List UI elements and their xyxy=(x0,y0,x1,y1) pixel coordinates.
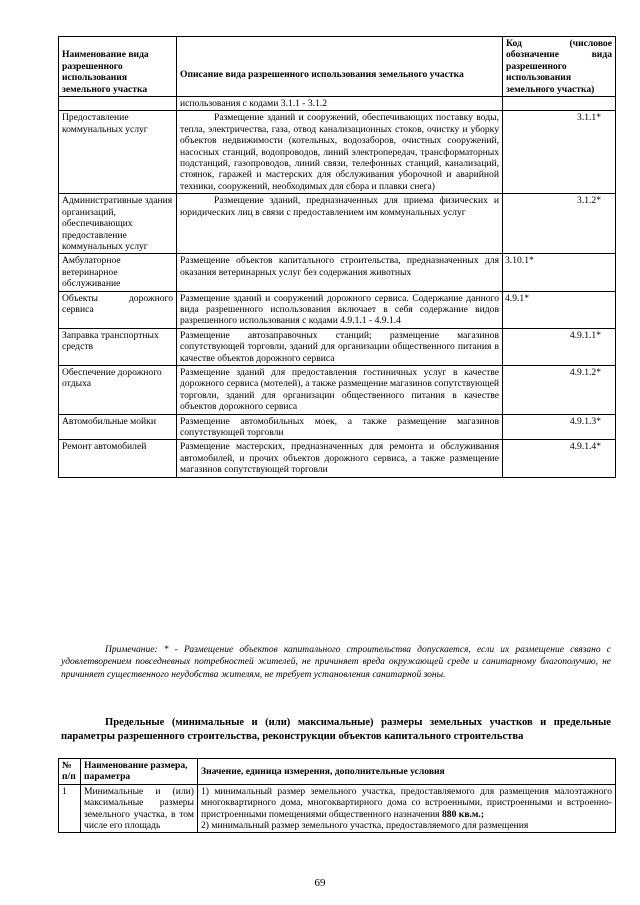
row-code: 4.9.1.3* xyxy=(503,414,616,440)
row-code: 4.9.1.4* xyxy=(503,440,616,477)
table-row xyxy=(59,414,616,440)
table-row xyxy=(59,254,616,291)
row-name: Административные здания организаций, обеспечивающих предоставление коммунальных услуг xyxy=(59,194,177,254)
row-name: Заправка транспортных средств xyxy=(59,328,177,365)
limits-table xyxy=(58,758,616,833)
row-description: Размещение зданий и сооружений дорожного сервиса. Содержание данного вида разрешенного использования включает в себя содержание видов разрешенного использования с кодами 4.9.1.1 - 4.9.1.4 xyxy=(177,291,503,328)
row-name: Автомобильные мойки xyxy=(59,414,177,440)
row-description: Размещение автозаправочных станций; размещение магазинов сопутствующей торговли, зданий для организации общественного питания в качестве объектов дорожного сервиса xyxy=(177,328,503,365)
header-code: Код (числовое обозначение вида разрешенного использования земельного участка) xyxy=(503,37,616,97)
row-param-name: Минимальные и (или) максимальные размеры земельного участка, в том числе его площадь xyxy=(81,784,198,833)
value-item-2: 2) минимальный размер земельного участка, предоставляемого для размещения xyxy=(201,820,529,832)
table-row xyxy=(59,784,616,833)
row-name: Объекты дорожного сервиса xyxy=(59,291,177,328)
table-row xyxy=(59,365,616,414)
header-num: № п/п xyxy=(59,759,81,785)
row-description: Размещение объектов капитального строительства, предназначенных для оказания ветеринарных услуг без содержания животных xyxy=(177,254,503,291)
page-number: 69 xyxy=(314,877,326,889)
table-row xyxy=(59,291,616,328)
row-description: Размещение зданий, предназначенных для приема физических и юридических лиц в связи с предоставлением им коммунальных услуг xyxy=(177,194,503,254)
row-num: 1 xyxy=(59,784,81,833)
row-name: Обеспечение дорожного отдыха xyxy=(59,365,177,414)
footnote: Примечание: * - Размещение объектов капитального строительства допускается, если их размещение связано с удовлетворением повседневных потребностей жителей, не причиняет вреда окружающей среде и санитарному благополучию, не причиняет существенного неудобства жителям, не требует установления санитарной зоны. xyxy=(61,645,611,680)
row-description: Размещение мастерских, предназначенных для ремонта и обслуживания автомобилей, и прочих объектов дорожного сервиса, а также размещение магазинов сопутствующей торговли xyxy=(177,440,503,477)
value-item-1: 1) минимальный размер земельного участка, предоставляемого для размещения малоэтажного многоквартирного дома, многоквартирного дома со встроенными, пристроенными и встроенно-пристроенными помещениями общественного назначения xyxy=(201,785,612,820)
value-item-1-size: 880 кв.м.; xyxy=(442,808,485,820)
table-row xyxy=(59,111,616,194)
section-title: Предельные (минимальные и (или) максимальные) размеры земельных участков и предельные параметры разрешенного строительства, реконструкции объектов капитального строительства xyxy=(61,717,611,742)
row-description: Размещение автомобильных моек, а также размещение магазинов сопутствующей торговли xyxy=(177,414,503,440)
table-header-row xyxy=(59,37,616,97)
row-description: Размещение зданий для предоставления гостиничных услуг в качестве дорожного сервиса (мотелей), а также размещение магазинов сопутствующей торговли, зданий для организации общественного питания в качестве объектов дорожного сервиса xyxy=(177,365,503,414)
row-code: 4.9.1.1* xyxy=(503,328,616,365)
row-name: Предоставление коммунальных услуг xyxy=(59,111,177,194)
table-row xyxy=(59,440,616,477)
row-name: Амбулаторное ветеринарное обслуживание xyxy=(59,254,177,291)
table-row xyxy=(59,328,616,365)
row-name: Ремонт автомобилей xyxy=(59,440,177,477)
row-code: 3.1.2* xyxy=(503,194,616,254)
header-value: Значение, единица измерения, дополнительные условия xyxy=(198,759,616,785)
table-row xyxy=(59,97,616,111)
table-row xyxy=(59,194,616,254)
continuation-text: использования с кодами 3.1.1 - 3.1.2 xyxy=(177,97,503,111)
land-use-table xyxy=(58,36,616,478)
row-code: 4.9.1* xyxy=(503,291,616,328)
limits-header-row xyxy=(59,759,616,785)
row-description: Размещение зданий и сооружений, обеспечивающих поставку воды, тепла, электричества, газа, отвод канализационных стоков, очистку и уборку объектов недвижимости (котельных, водозаборов, очистных сооружений, насосных станций, водопроводов, линий электропередач, трансформаторных подстанций, газопроводов, линий связи, телефонных станций, канализаций, стоянок, гаражей и мастерских для обслуживания уборочной и аварийной техники, сооружений, необходимых для сбора и плавки снега) xyxy=(177,111,503,194)
row-code: 3.10.1* xyxy=(503,254,616,291)
row-code: 4.9.1.2* xyxy=(503,365,616,414)
row-value xyxy=(198,784,616,833)
header-description: Описание вида разрешенного использования земельного участка xyxy=(177,37,503,97)
header-name: Наименование вида разрешенного использования земельного участка xyxy=(59,37,177,97)
header-param-name: Наименование размера, параметра xyxy=(81,759,198,785)
row-code: 3.1.1* xyxy=(503,111,616,194)
